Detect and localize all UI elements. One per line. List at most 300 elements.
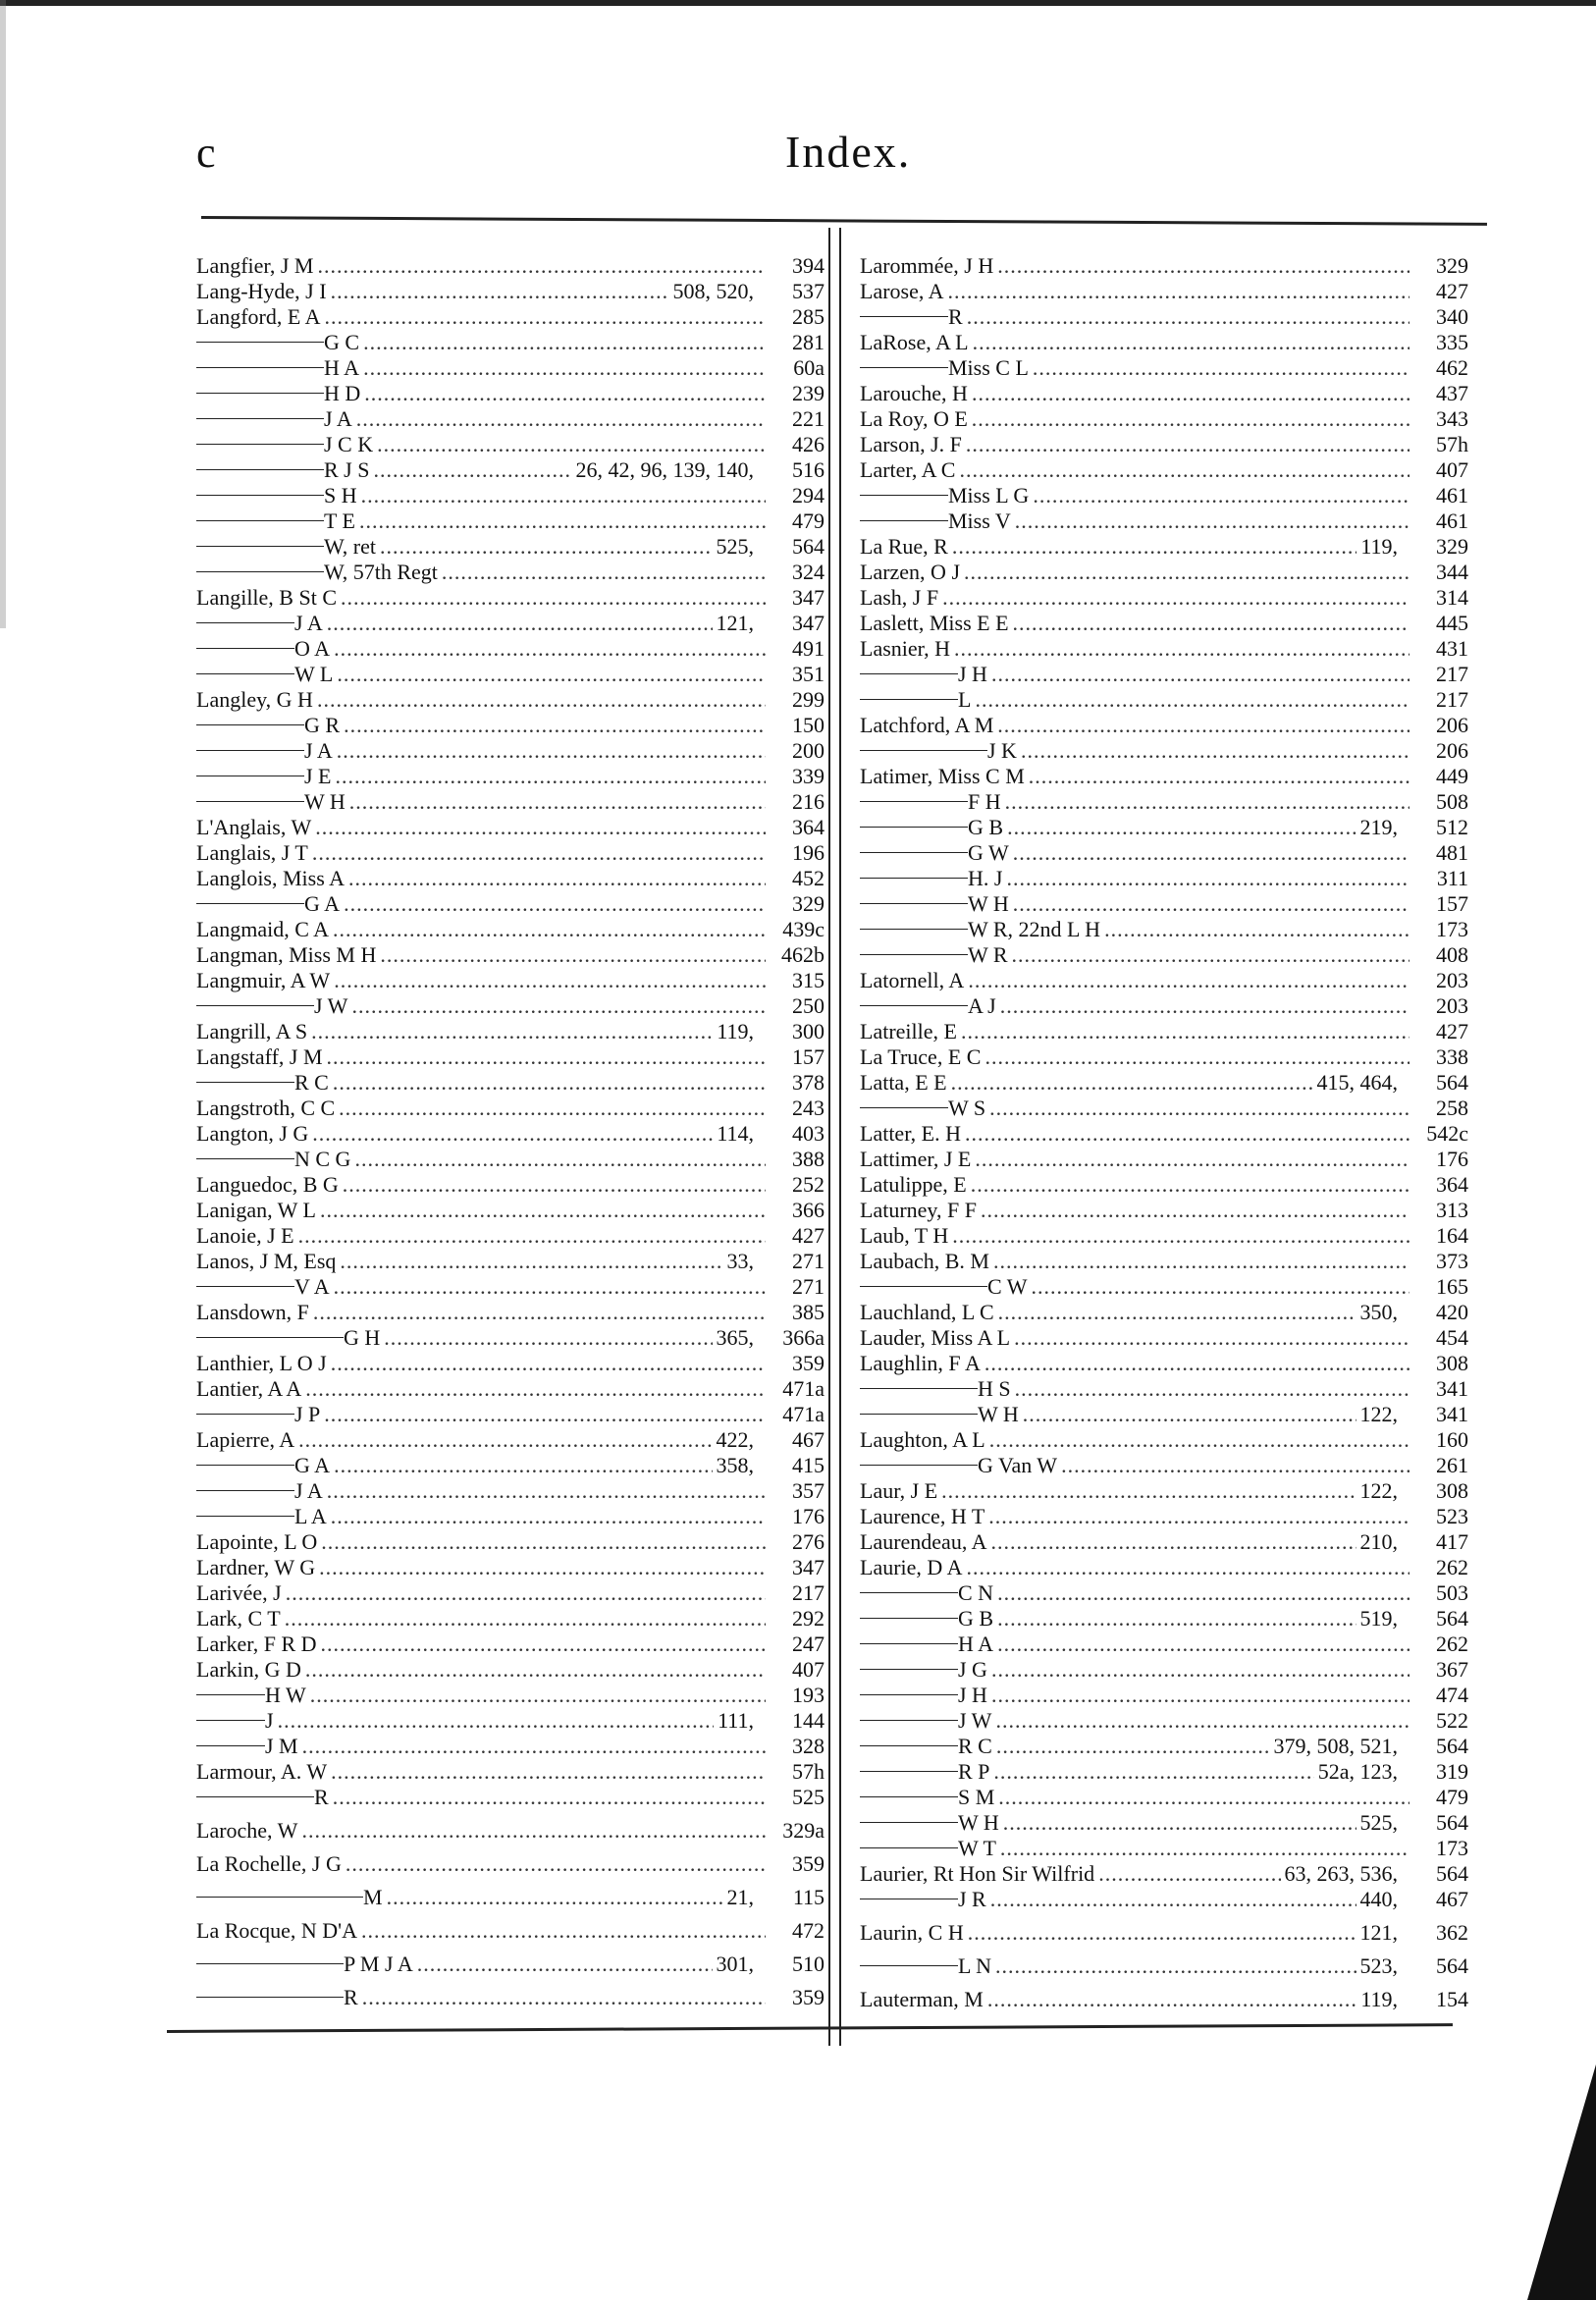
entry-name: Langrill, A S — [196, 1019, 308, 1043]
index-entry — [196, 483, 825, 508]
entry-page-number: 427 — [1436, 279, 1468, 303]
index-entry — [196, 406, 825, 432]
entry-page-number: 243 — [792, 1096, 825, 1120]
entry-page-number: 340 — [1436, 304, 1468, 329]
index-entry — [860, 355, 1468, 381]
leader-dots — [334, 636, 766, 662]
index-entry — [860, 304, 1468, 330]
ditto-dash — [196, 1286, 294, 1287]
entry-extra-pages: 119, — [1360, 1987, 1398, 2011]
ditto-dash — [860, 1694, 958, 1695]
entry-name: L'Anglais, W — [196, 815, 312, 839]
entry-page-number: 262 — [1436, 1631, 1468, 1656]
leader-dots — [417, 1952, 713, 1977]
leader-dots — [1013, 840, 1410, 866]
index-entry — [860, 1019, 1468, 1044]
entry-name: H S — [978, 1376, 1011, 1401]
index-entry — [860, 1172, 1468, 1198]
entry-page-number: 351 — [792, 662, 825, 686]
index-entry — [196, 1734, 825, 1759]
entry-page-number: 357 — [792, 1478, 825, 1503]
leader-dots — [315, 815, 766, 840]
ditto-dash — [196, 1516, 294, 1517]
ditto-dash — [196, 418, 324, 419]
entry-name: Laurence, H T — [860, 1504, 985, 1528]
entry-name: W R — [968, 942, 1008, 967]
entry-name: J H — [958, 662, 987, 686]
leader-dots — [380, 942, 766, 968]
entry-page-number: 472 — [792, 1918, 825, 1943]
entry-page-number: 335 — [1436, 330, 1468, 354]
leader-dots — [1005, 789, 1410, 815]
ditto-dash — [860, 929, 968, 930]
entry-extra-pages: 219, — [1359, 815, 1398, 839]
entry-page-number: 221 — [792, 406, 825, 431]
leader-dots — [951, 1070, 1313, 1096]
entry-page-number: 415 — [792, 1453, 825, 1477]
index-entry — [196, 891, 825, 917]
entry-name: Langlois, Miss A — [196, 866, 345, 890]
leader-dots — [1029, 764, 1410, 789]
entry-name: C W — [987, 1274, 1028, 1299]
entry-page-number: 403 — [792, 1121, 825, 1146]
leader-dots — [359, 508, 766, 534]
entry-name: Lasnier, H — [860, 636, 950, 661]
entry-page-number: 420 — [1436, 1300, 1468, 1324]
entry-page-number: 461 — [1436, 508, 1468, 533]
ditto-dash — [196, 648, 294, 649]
ditto-dash — [196, 1005, 314, 1006]
entry-page-number: 427 — [792, 1223, 825, 1248]
index-entry — [860, 891, 1468, 917]
ditto-dash — [196, 622, 294, 623]
entry-page-number: 217 — [792, 1580, 825, 1605]
entry-name: Laubach, B. M — [860, 1249, 989, 1273]
leader-dots — [1007, 815, 1356, 840]
index-entry — [196, 1759, 825, 1785]
leader-dots — [442, 560, 766, 585]
entry-page-number: 462 — [1436, 355, 1468, 380]
entry-name: Langlais, J T — [196, 840, 308, 865]
entry-page-number: 329 — [792, 891, 825, 916]
ditto-dash — [196, 903, 304, 904]
leader-dots — [321, 1631, 766, 1657]
left-page-edge — [0, 0, 6, 628]
leader-dots — [363, 330, 766, 355]
index-entry — [860, 1223, 1468, 1249]
entry-name: Larker, F R D — [196, 1631, 317, 1656]
index-entry — [860, 1861, 1468, 1887]
index-entry — [860, 1810, 1468, 1836]
entry-name: Lantier, A A — [196, 1376, 302, 1401]
entry-name: Latimer, Miss C M — [860, 764, 1025, 788]
leader-dots — [1023, 1402, 1357, 1427]
leader-dots — [998, 1785, 1410, 1810]
entry-page-number: 564 — [792, 534, 825, 559]
entry-page-number: 564 — [1436, 1734, 1468, 1758]
index-entry — [196, 1683, 825, 1708]
entry-page-number: 173 — [1436, 1836, 1468, 1860]
index-entry — [196, 993, 825, 1019]
leader-dots — [333, 1070, 766, 1096]
entry-name: Laurendeau, A — [860, 1529, 987, 1554]
entry-page-number: 319 — [1436, 1759, 1468, 1784]
entry-page-number: 431 — [1436, 636, 1468, 661]
entry-name: J A — [304, 738, 333, 763]
entry-name: Lattimer, J E — [860, 1147, 972, 1171]
entry-page-number: 144 — [792, 1708, 825, 1733]
leader-dots — [991, 662, 1410, 687]
entry-page-number: 57h — [792, 1759, 825, 1784]
entry-page-number: 427 — [1436, 1019, 1468, 1043]
entry-name: Larson, J. F — [860, 432, 962, 456]
index-entry — [860, 1987, 1468, 2012]
index-entry — [860, 1147, 1468, 1172]
ditto-dash — [196, 342, 324, 343]
entry-page-number: 439c — [782, 917, 825, 941]
entry-name: Larkin, G D — [196, 1657, 301, 1682]
entry-page-number: 564 — [1436, 1070, 1468, 1095]
leader-dots — [952, 1223, 1410, 1249]
leader-dots — [973, 330, 1410, 355]
entry-extra-pages: 33, — [726, 1249, 754, 1273]
leader-dots — [317, 253, 766, 279]
entry-page-number: 341 — [1436, 1402, 1468, 1426]
index-entry — [860, 253, 1468, 279]
leader-dots — [384, 1325, 712, 1351]
entry-page-number: 467 — [792, 1427, 825, 1452]
leader-dots — [1006, 866, 1410, 891]
leader-dots — [356, 406, 766, 432]
entry-name: Langstaff, J M — [196, 1044, 323, 1069]
entry-page-number: 516 — [792, 457, 825, 482]
index-entry — [860, 1606, 1468, 1631]
leader-dots — [346, 1851, 766, 1877]
leader-dots — [331, 279, 669, 304]
index-entry — [860, 381, 1468, 406]
entry-extra-pages: 63, 263, 536, — [1284, 1861, 1398, 1886]
index-entry — [860, 1953, 1468, 1979]
index-entry — [860, 1453, 1468, 1478]
entry-page-number: 481 — [1436, 840, 1468, 865]
entry-page-number: 359 — [792, 1851, 825, 1876]
entry-name: Larose, A — [860, 279, 944, 303]
entry-page-number: 479 — [792, 508, 825, 533]
entry-name: Latreille, E — [860, 1019, 957, 1043]
leader-dots — [987, 1987, 1357, 2012]
index-entry — [196, 611, 825, 636]
index-entry — [860, 1759, 1468, 1785]
leader-dots — [337, 738, 766, 764]
left-column — [196, 253, 825, 2010]
entry-extra-pages: 365, — [716, 1325, 754, 1350]
ditto-dash — [196, 367, 324, 368]
entry-page-number: 314 — [1436, 585, 1468, 610]
entry-name: J G — [958, 1657, 987, 1682]
index-entry — [196, 1504, 825, 1529]
index-entry — [860, 815, 1468, 840]
entry-name: Lang-Hyde, J I — [196, 279, 327, 303]
leader-dots — [327, 1478, 766, 1504]
entry-name: Larivée, J — [196, 1580, 282, 1605]
entry-extra-pages: 379, 508, 521, — [1273, 1734, 1398, 1758]
index-entry — [196, 1249, 825, 1274]
entry-name: W, 57th Regt — [324, 560, 438, 584]
entry-page-number: 193 — [792, 1683, 825, 1707]
index-entry — [860, 432, 1468, 457]
entry-name: Laroche, W — [196, 1818, 298, 1843]
ditto-dash — [860, 1720, 958, 1721]
index-entry — [860, 1529, 1468, 1555]
ditto-dash — [860, 1618, 958, 1619]
leader-dots — [286, 1580, 766, 1606]
index-entry — [196, 1708, 825, 1734]
entry-name: L A — [294, 1504, 327, 1528]
entry-page-number: 294 — [792, 483, 825, 508]
index-entry — [196, 1818, 825, 1844]
index-entry — [196, 1274, 825, 1300]
entry-name: Langstroth, C C — [196, 1096, 336, 1120]
entry-extra-pages: 358, — [716, 1453, 754, 1477]
leader-dots — [1033, 355, 1410, 381]
leader-dots — [1000, 993, 1410, 1019]
ditto-dash — [860, 495, 948, 496]
leader-dots — [336, 764, 767, 789]
index-entry — [196, 381, 825, 406]
entry-extra-pages: 121, — [1359, 1920, 1398, 1945]
ditto-dash — [860, 827, 968, 828]
top-rule — [201, 216, 1487, 226]
entry-name: Langton, J G — [196, 1121, 309, 1146]
entry-page-number: 271 — [792, 1274, 825, 1299]
leader-dots — [344, 713, 766, 738]
leader-dots — [954, 636, 1410, 662]
index-entry — [860, 1402, 1468, 1427]
entry-name: LaRose, A L — [860, 330, 969, 354]
leader-dots — [363, 355, 766, 381]
index-entry — [196, 1851, 825, 1877]
entry-page-number: 247 — [792, 1631, 825, 1656]
entry-name: La Roy, O E — [860, 406, 968, 431]
entry-extra-pages: 415, 464, — [1316, 1070, 1398, 1095]
entry-name: W R, 22nd L H — [968, 917, 1101, 941]
index-entry — [196, 1019, 825, 1044]
index-entry — [196, 840, 825, 866]
leader-dots — [975, 687, 1410, 713]
entry-page-number: 300 — [792, 1019, 825, 1043]
ditto-dash — [860, 1847, 958, 1848]
index-entry — [860, 1580, 1468, 1606]
entry-page-number: 491 — [792, 636, 825, 661]
entry-extra-pages: 119, — [1360, 534, 1398, 559]
entry-page-number: 362 — [1436, 1920, 1468, 1945]
entry-name: J C K — [324, 432, 374, 456]
ditto-dash — [860, 878, 968, 879]
entry-page-number: 311 — [1436, 866, 1468, 890]
entry-name: Larter, A C — [860, 457, 956, 482]
entry-page-number: 239 — [792, 381, 825, 405]
index-entry — [196, 585, 825, 611]
index-entry — [196, 968, 825, 993]
entry-page-number: 165 — [1436, 1274, 1468, 1299]
entry-extra-pages: 52a, 123, — [1317, 1759, 1398, 1784]
index-entry — [860, 1478, 1468, 1504]
index-entry — [196, 636, 825, 662]
entry-page-number: 385 — [792, 1300, 825, 1324]
leader-dots — [333, 917, 766, 942]
ditto-dash — [196, 673, 294, 674]
leader-dots — [1032, 1274, 1410, 1300]
leader-dots — [989, 1427, 1410, 1453]
ditto-dash — [860, 1286, 987, 1287]
leader-dots — [333, 1785, 766, 1810]
ditto-dash — [196, 1745, 265, 1746]
leader-dots — [968, 968, 1410, 993]
leader-dots — [331, 1504, 766, 1529]
entry-page-number: 462b — [781, 942, 825, 967]
entry-name: Laturney, F F — [860, 1198, 977, 1222]
entry-extra-pages: 122, — [1359, 1402, 1398, 1426]
entry-page-number: 281 — [792, 330, 825, 354]
leader-dots — [339, 1096, 766, 1121]
ditto-dash — [860, 801, 968, 802]
entry-name: W, ret — [324, 534, 376, 559]
entry-extra-pages: 119, — [717, 1019, 754, 1043]
index-entry — [860, 457, 1468, 483]
ditto-dash — [196, 1082, 294, 1083]
index-entry — [196, 253, 825, 279]
entry-page-number: 525 — [792, 1785, 825, 1809]
entry-name: J R — [958, 1887, 986, 1911]
leader-dots — [324, 1402, 766, 1427]
entry-page-number: 217 — [1436, 662, 1468, 686]
index-entry — [860, 1325, 1468, 1351]
ditto-dash — [196, 1897, 363, 1898]
leader-dots — [1015, 1376, 1410, 1402]
entry-name: La Truce, E C — [860, 1044, 982, 1069]
leader-dots — [343, 1172, 766, 1198]
entry-page-number: 542c — [1426, 1121, 1468, 1146]
leader-dots — [961, 1019, 1410, 1044]
ditto-dash — [196, 1963, 344, 1964]
entry-name: G B — [958, 1606, 994, 1631]
entry-name: Latter, E. H — [860, 1121, 961, 1146]
leader-dots — [351, 993, 766, 1019]
leader-dots — [942, 585, 1410, 611]
entry-name: C N — [958, 1580, 994, 1605]
leader-dots — [1013, 611, 1410, 636]
entry-name: R J S — [324, 457, 370, 482]
leader-dots — [996, 1734, 1270, 1759]
leader-dots — [941, 1478, 1356, 1504]
entry-name: T E — [324, 508, 355, 533]
entry-page-number: 437 — [1436, 381, 1468, 405]
leader-dots — [1061, 1453, 1410, 1478]
entry-page-number: 313 — [1436, 1198, 1468, 1222]
leader-dots — [362, 1985, 766, 2010]
index-entry — [196, 432, 825, 457]
index-entry — [860, 1734, 1468, 1759]
entry-page-number: 359 — [792, 1985, 825, 2009]
leader-dots — [997, 713, 1410, 738]
leader-dots — [988, 1504, 1410, 1529]
entry-name: Lardner, W G — [196, 1555, 316, 1579]
index-entry — [196, 1070, 825, 1096]
ditto-dash — [860, 1005, 968, 1006]
index-entry — [860, 560, 1468, 585]
index-entry — [860, 1300, 1468, 1325]
ditto-dash — [196, 571, 324, 572]
entry-name: Lark, C T — [196, 1606, 281, 1631]
entry-name: J A — [294, 1478, 323, 1503]
ditto-dash — [860, 1796, 958, 1797]
leader-dots — [327, 611, 713, 636]
leader-dots — [960, 457, 1410, 483]
index-entry — [860, 1376, 1468, 1402]
index-entry — [196, 1478, 825, 1504]
entry-page-number: 449 — [1436, 764, 1468, 788]
ditto-dash — [196, 1796, 314, 1797]
leader-dots — [327, 1044, 766, 1070]
leader-dots — [361, 1918, 766, 1944]
entry-page-number: 157 — [792, 1044, 825, 1069]
leader-dots — [993, 1759, 1313, 1785]
leader-dots — [991, 1657, 1410, 1683]
leader-dots — [991, 1529, 1357, 1555]
ditto-dash — [860, 699, 958, 700]
index-entry — [196, 1172, 825, 1198]
index-entry — [860, 840, 1468, 866]
index-entry — [196, 304, 825, 330]
entry-name: L — [958, 687, 972, 712]
leader-dots — [998, 1300, 1357, 1325]
entry-page-number: 523 — [1436, 1504, 1468, 1528]
page-folio: c — [196, 129, 216, 177]
leader-dots — [1104, 917, 1410, 942]
entry-name: W H — [958, 1810, 999, 1835]
ditto-dash — [860, 1822, 958, 1823]
index-entry — [860, 1427, 1468, 1453]
entry-name: J A — [324, 406, 352, 431]
entry-name: H D — [324, 381, 361, 405]
ditto-dash — [860, 1414, 978, 1415]
index-entry — [196, 534, 825, 560]
entry-name: Laurier, Rt Hon Sir Wilfrid — [860, 1861, 1095, 1886]
index-entry — [196, 866, 825, 891]
entry-page-number: 366a — [782, 1325, 825, 1350]
leader-dots — [952, 534, 1357, 560]
entry-name: W H — [304, 789, 346, 814]
entry-name: S H — [324, 483, 357, 508]
index-entry — [860, 968, 1468, 993]
entry-page-number: 329a — [782, 1818, 825, 1843]
entry-page-number: 271 — [792, 1249, 825, 1273]
index-entry — [196, 279, 825, 304]
entry-page-number: 338 — [1436, 1044, 1468, 1069]
entry-page-number: 359 — [792, 1351, 825, 1375]
ditto-dash — [196, 495, 324, 496]
entry-name: La Rochelle, J G — [196, 1851, 342, 1876]
entry-name: G A — [294, 1453, 331, 1477]
entry-name: Langmuir, A W — [196, 968, 331, 992]
entry-page-number: 474 — [1436, 1683, 1468, 1707]
leader-dots — [990, 1887, 1357, 1912]
entry-name: W H — [978, 1402, 1019, 1426]
entry-name: H A — [324, 355, 360, 380]
leader-dots — [341, 585, 766, 611]
index-entry — [196, 1453, 825, 1478]
entry-name: La Rue, R — [860, 534, 948, 559]
